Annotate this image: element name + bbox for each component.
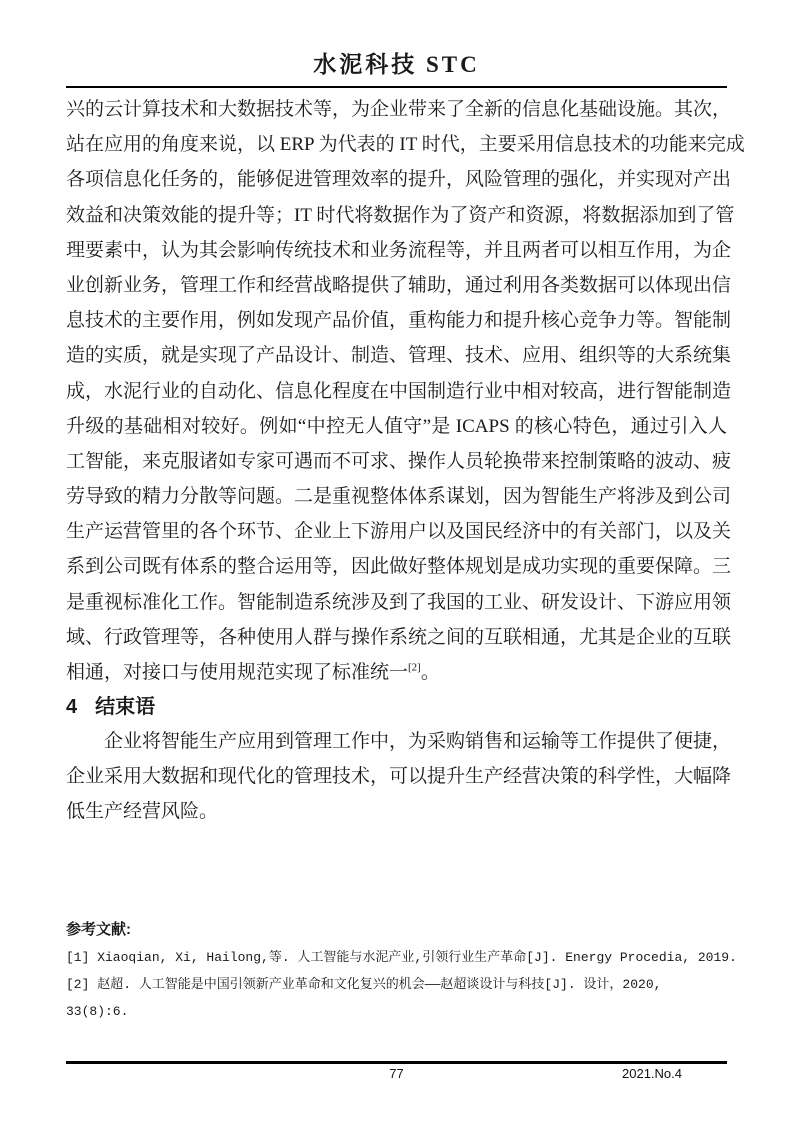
- body-last-text: 相通，对接口与使用规范实现了标准统一: [66, 662, 409, 683]
- body-line: 工智能，来克服诸如专家可遇而不可求、操作人员轮换带来控制策略的波动、疲: [66, 450, 732, 472]
- body-line: 业创新业务，管理工作和经营战略提供了辅助，通过利用各类数据可以体现出信: [66, 274, 732, 296]
- references-heading: 参考文献:: [66, 921, 131, 938]
- footer-rule: [66, 1061, 727, 1064]
- section-title: 结束语: [95, 696, 156, 718]
- conclusion-line: 低生产经营风险。: [66, 801, 219, 823]
- reference-line: [2] 赵超. 人工智能是中国引领新产业革命和文化复兴的机会——赵超谈设计与科技[J]. 设计，2020,: [66, 977, 662, 992]
- header-rule: [66, 86, 727, 88]
- body-line: 生产运营管里的各个环节、企业上下游用户以及国民经济中的有关部门，以及关: [66, 521, 732, 543]
- page-number: 77: [389, 1066, 404, 1081]
- conclusion-paragraph: [66, 724, 732, 830]
- body-line: 站在应用的角度来说，以 ERP 为代表的 IT 时代，主要采用信息技术的功能来完成: [66, 134, 745, 156]
- body-line: 是重视标准化工作。智能制造系统涉及到了我国的工业、研发设计、下游应用领: [66, 591, 732, 613]
- body-line: 成，水泥行业的自动化、信息化程度在中国制造行业中相对较高，进行智能制造: [66, 380, 732, 402]
- body-line: 效益和决策效能的提升等；IT 时代将数据作为了资产和资源，将数据添加到了管: [66, 204, 735, 226]
- page-footer: [66, 1066, 727, 1086]
- conclusion-line: 企业采用大数据和现代化的管理技术，可以提升生产经营决策的科学性，大幅降: [66, 766, 732, 788]
- section-number: 4: [66, 696, 78, 718]
- issue-label: 2021.No.4: [622, 1066, 682, 1081]
- references-list: [66, 944, 737, 1025]
- body-line: 各项信息化任务的，能够促进管理效率的提升，风险管理的强化，并实现对产出: [66, 169, 732, 191]
- body-line: 理要素中，认为其会影响传统技术和业务流程等，并且两者可以相互作用，为企: [66, 239, 732, 261]
- body-line: 造的实质，就是实现了产品设计、制造、管理、技术、应用、组织等的大系统集: [66, 345, 732, 367]
- journal-title: 水泥科技 STC: [313, 52, 480, 77]
- body-line: 升级的基础相对较好。例如“中控无人值守”是 ICAPS 的核心特色，通过引入人: [66, 415, 727, 437]
- body-line: 兴的云计算技术和大数据技术等，为企业带来了全新的信息化基础设施。其次，: [66, 99, 732, 120]
- body-line: 系到公司既有体系的整合运用等，因此做好整体规划是成功实现的重要保障。三: [66, 556, 732, 578]
- body-paragraph: [66, 92, 745, 690]
- reference-line: 33(8):6.: [66, 1004, 129, 1019]
- citation-superscript: [2]: [408, 661, 421, 674]
- body-line: 劳导致的精力分散等问题。二是重视整体体系谋划，因为智能生产将涉及到公司: [66, 486, 732, 508]
- body-line-last: [66, 655, 727, 690]
- body-line: 域、行政管理等，各种使用人群与操作系统之间的互联相通，尤其是企业的互联: [66, 626, 732, 648]
- section-heading: [66, 690, 727, 719]
- body-last-period: 。: [420, 662, 440, 683]
- conclusion-line: 企业将智能生产应用到管理工作中，为采购销售和运输等工作提供了便捷，: [104, 731, 732, 752]
- body-line: 息技术的主要作用，例如发现产品价值，重构能力和提升核心竞争力等。智能制: [66, 310, 732, 332]
- reference-line: [1] Xiaoqian, Xi, Hailong,等. 人工智能与水泥产业,引领行业生产革命[J]. Energy Procedia, 2019.: [66, 950, 737, 965]
